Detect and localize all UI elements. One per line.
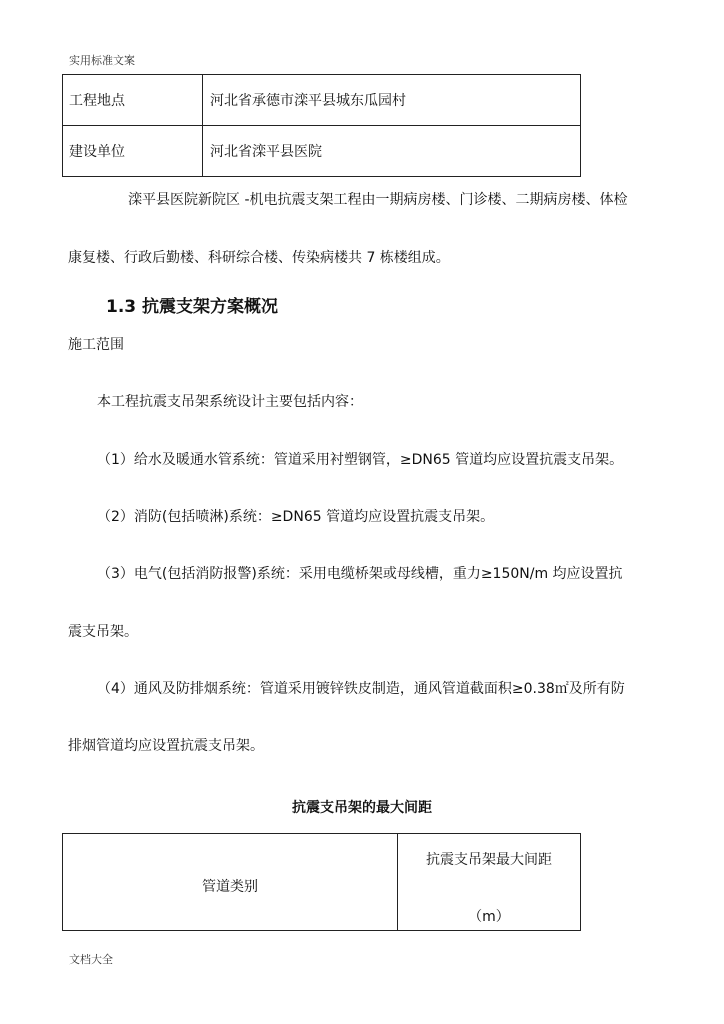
- intro-line-2: 康复楼、行政后勤楼、科研综合楼、传染病楼共 7 栋楼组成。: [68, 250, 450, 266]
- project-info-table: [62, 74, 581, 177]
- scope-item-4-line-1: （4）通风及防排烟系统：管道采用镀锌铁皮制造，通风管道截面积≥0.38㎡及所有防: [97, 681, 625, 697]
- info-value: 河北省承德市滦平县城东瓜园村: [203, 75, 581, 126]
- max-spacing-table: [62, 833, 581, 931]
- scope-item-3-line-1: （3）电气(包括消防报警)系统：采用电缆桥架或母线槽，重力≥150N/m 均应设置抗: [97, 566, 623, 582]
- section-heading: 1.3 抗震支架方案概况: [106, 297, 279, 317]
- intro-line-1: 滦平县医院新院区 -机电抗震支架工程由一期病房楼、门诊楼、二期病房楼、体检: [128, 192, 628, 208]
- column-header-pipe-type: 管道类别: [63, 834, 398, 931]
- scope-label: 施工范围: [68, 337, 124, 353]
- gap-table-title: 抗震支吊架的最大间距: [292, 800, 432, 816]
- page-header: 实用标准文案: [69, 54, 135, 67]
- scope-item-1: （1）给水及暖通水管系统：管道采用衬塑钢管，≥DN65 管道均应设置抗震支吊架。: [97, 452, 624, 468]
- max-spacing-unit: （m）: [468, 909, 510, 925]
- scope-item-2: （2）消防(包括喷淋)系统：≥DN65 管道均应设置抗震支吊架。: [97, 509, 495, 525]
- info-key: 工程地点: [63, 75, 203, 126]
- scope-item-4-line-2: 排烟管道均应设置抗震支吊架。: [68, 738, 264, 754]
- table-row: [63, 75, 581, 126]
- scope-lead: 本工程抗震支吊架系统设计主要包括内容：: [97, 394, 363, 410]
- page-footer: 文档大全: [69, 953, 113, 966]
- scope-item-3-line-2: 震支吊架。: [68, 624, 138, 640]
- column-header-max-spacing: [398, 834, 581, 931]
- info-value: 河北省滦平县医院: [203, 126, 581, 177]
- table-row: [63, 834, 581, 931]
- table-row: [63, 126, 581, 177]
- info-key: 建设单位: [63, 126, 203, 177]
- max-spacing-label: 抗震支吊架最大间距: [426, 852, 552, 868]
